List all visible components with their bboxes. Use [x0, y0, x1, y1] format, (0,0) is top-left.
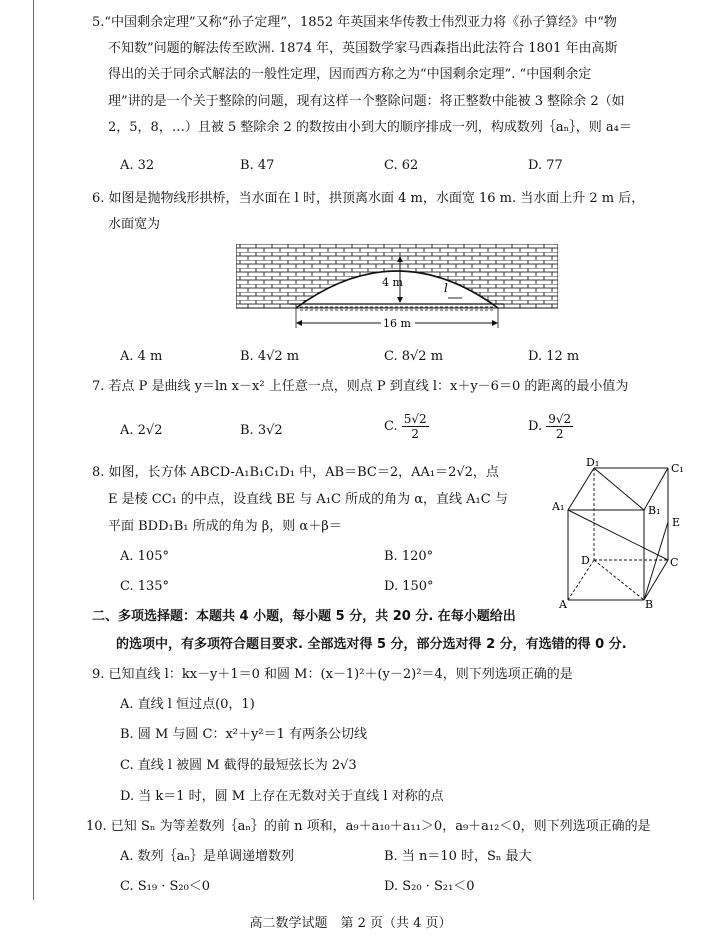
- q7-option-d-numerator: 9√2: [548, 412, 572, 426]
- q5-line-5: 2，5，8，…）且被 5 整除余 2 的数按由小到大的顺序排成一列，构成数列｛aₙ｝，则 a₄＝: [108, 120, 632, 135]
- q9-option-b: B. 圆 M 与圆 C：x²＋y²＝1 有两条公切线: [120, 727, 367, 742]
- section-2-heading-line-2: 的选项中，有多项符合题目要求. 全部选对得 5 分，部分选对得 2 分，有选错的得 0 分.: [116, 637, 627, 652]
- q9-option-d: D. 当 k＝1 时，圆 M 上存在无数对关于直线 l 对称的点: [120, 789, 444, 804]
- q7-option-c-numerator: 5√2: [403, 412, 427, 426]
- label-d: D: [581, 554, 590, 567]
- q10-option-c: C. S₁₉ · S₂₀＜0: [120, 879, 211, 894]
- label-b: B: [645, 598, 654, 611]
- q10-option-a: A. 数列｛aₙ｝是单调递增数列: [120, 849, 295, 864]
- label-c: C: [670, 556, 679, 569]
- q7-option-c-letter: C.: [384, 419, 398, 434]
- q6-line-2: 水面宽为: [108, 217, 161, 232]
- label-e: E: [672, 516, 681, 529]
- q5-line-1: 5.“中国剩余定理”又称“孙子定理”，1852 年英国来华传教士伟烈亚力将《孙子算经》中“物: [92, 15, 617, 30]
- q7-option-d-denominator: 2: [555, 427, 564, 441]
- q9-option-a: A. 直线 l 恒过点(0，1): [120, 697, 255, 712]
- q8-option-c: C. 135°: [120, 579, 170, 594]
- q5-line-3: 得出的关于同余式解法的一般性定理，因而西方称之为“中国剩余定理”. “中国剩余定: [108, 67, 592, 82]
- label-c1: C₁: [671, 462, 684, 475]
- q8-option-b: B. 120°: [384, 549, 434, 564]
- label-d1: D₁: [586, 456, 600, 469]
- margin-rule: [33, 0, 34, 900]
- section-2-heading-line-1: 二、多项选择题：本题共 4 小题，每小题 5 分，共 20 分. 在每小题给出: [92, 609, 516, 624]
- q8-line-3: 平面 BDD₁B₁ 所成的角为 β，则 α＋β＝: [108, 519, 342, 534]
- q5-line-4: 理”讲的是一个关于整除的问题，现有这样一个整除问题：将正整数中能被 3 整除余 2（如: [108, 94, 625, 109]
- q8-option-a: A. 105°: [120, 549, 169, 564]
- q10-option-b: B. 当 n＝10 时，Sₙ 最大: [384, 849, 532, 864]
- label-b1: B₁: [648, 504, 661, 517]
- q6-option-a: A. 4 m: [120, 349, 163, 364]
- q6-line-1: 6. 如图是抛物线形拱桥，当水面在 l 时，拱顶离水面 4 m，水面宽 16 m. 当水面上升 2 m 后，: [92, 191, 645, 206]
- label-a1: A₁: [552, 500, 565, 513]
- q5-option-b: B. 47: [240, 158, 275, 173]
- q7-option-b: B. 3√2: [240, 423, 283, 438]
- q7-option-d-fraction: [546, 412, 573, 441]
- q6-option-d: D. 12 m: [528, 349, 580, 364]
- q7-option-c: [384, 412, 429, 441]
- cuboid-figure: [548, 456, 688, 616]
- label-a: A: [559, 598, 567, 611]
- q7-option-c-denominator: 2: [411, 427, 420, 441]
- q6-option-b: B. 4√2 m: [240, 349, 300, 364]
- q10-line: 10. 已知 Sₙ 为等差数列｛aₙ｝的前 n 项和，a₉＋a₁₀＋a₁₁＞0，a₉＋a₁₂＜0，则下列选项正确的是: [86, 819, 651, 834]
- q7-option-d: [528, 412, 573, 441]
- q6-option-c: C. 8√2 m: [384, 349, 444, 364]
- q7-option-d-letter: D.: [528, 419, 543, 434]
- q7-line: 7. 若点 P 是曲线 y＝ln x－x² 上任意一点，则点 P 到直线 l：x＋y－6＝0 的距离的最小值为: [92, 379, 629, 394]
- q9-line: 9. 已知直线 l：kx－y＋1＝0 和圆 M：(x－1)²＋(y－2)²＝4，则下列选项正确的是: [92, 667, 573, 682]
- water-line-label: l: [444, 281, 448, 295]
- q8-line-1: 8. 如图，长方体 ABCD-A₁B₁C₁D₁ 中，AB＝BC＝2，AA₁＝2√2，点: [92, 465, 499, 480]
- width-label: 16 m: [383, 317, 411, 330]
- q5-line-2: 不知数”问题的解法传至欧洲. 1874 年，英国数学家马西森指出此法符合 1801 年由高斯: [108, 41, 618, 56]
- q10-option-d: D. S₂₀ · S₂₁＜0: [384, 879, 475, 894]
- q8-option-d: D. 150°: [384, 579, 434, 594]
- q9-option-c: C. 直线 l 被圆 M 截得的最短弦长为 2√3: [120, 758, 357, 773]
- q7-option-c-fraction: [402, 412, 429, 441]
- page-footer: 高二数学试题 第 2 页（共 4 页）: [249, 916, 452, 931]
- q5-option-a: A. 32: [120, 158, 155, 173]
- q5-option-d: D. 77: [528, 158, 563, 173]
- q5-option-c: C. 62: [384, 158, 419, 173]
- q8-line-2: E 是棱 CC₁ 的中点，设直线 BE 与 A₁C 所成的角为 α，直线 A₁C 与: [108, 492, 508, 507]
- q7-option-a: A. 2√2: [120, 423, 163, 438]
- height-label: 4 m: [382, 276, 403, 289]
- arch-bridge-figure: [236, 244, 558, 336]
